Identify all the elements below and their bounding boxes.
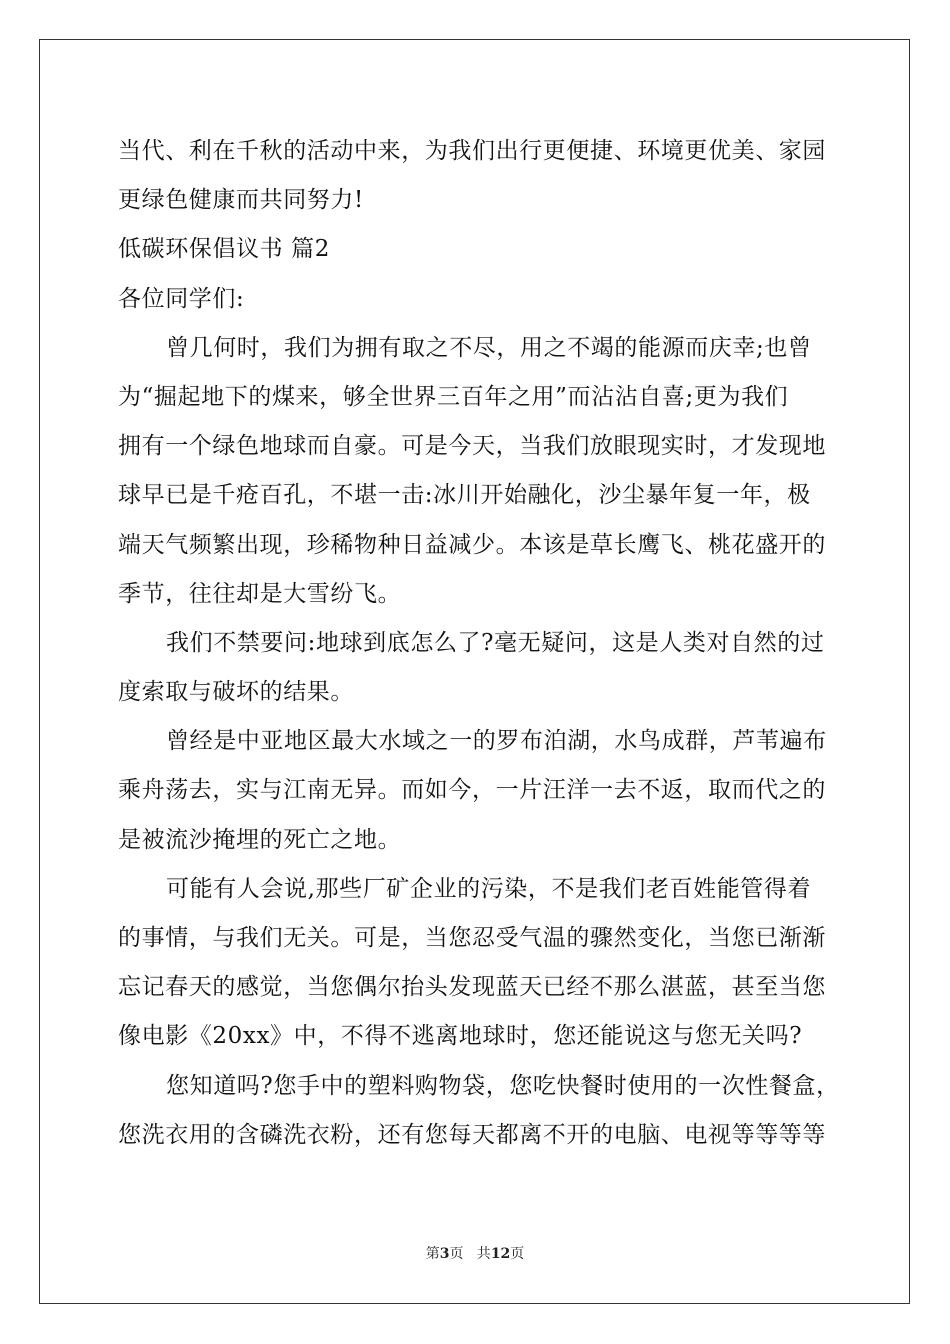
footer-prefix: 第 xyxy=(425,1246,440,1262)
paragraph-start: 我们不禁要问:地球到底怎么了?毫无疑问，这是人类对自然的过 xyxy=(166,629,825,656)
text-line: 度索取与破坏的结果。 xyxy=(118,679,354,706)
paragraph-start: 您知道吗?您手中的塑料购物袋，您吃快餐时使用的一次性餐盒， xyxy=(166,1072,840,1099)
page-footer xyxy=(0,1244,950,1264)
text-line: 是被流沙掩埋的死亡之地。 xyxy=(118,826,402,853)
current-page-number: 3 xyxy=(439,1246,450,1262)
text-line: 像电影《20xx》中，不得不逃离地球时，您还能说这与您无关吗? xyxy=(118,1023,803,1050)
text-line: 乘舟荡去，实与江南无异。而如今，一片汪洋一去不返，取而代之的 xyxy=(118,777,826,804)
footer-suffix: 页 xyxy=(510,1246,525,1262)
text-line: 季节，往往却是大雪纷飞。 xyxy=(118,580,402,607)
text-line: 端天气频繁出现，珍稀物种日益减少。本该是草长鹰飞、桃花盛开的 xyxy=(118,531,826,558)
paragraph-start: 曾经是中亚地区最大水域之一的罗布泊湖，水鸟成群，芦苇遍布 xyxy=(166,728,827,755)
salutation: 各位同学们: xyxy=(118,285,245,312)
text-line: 当代、利在千秋的活动中来，为我们出行更便捷、环境更优美、家园 xyxy=(118,138,826,164)
text-line: 的事情，与我们无关。可是，当您忍受气温的骤然变化，当您已渐渐 xyxy=(118,925,826,951)
text-line: 更绿色健康而共同努力! xyxy=(118,187,364,214)
document-body xyxy=(118,127,838,1160)
text-line: 球早已是千疮百孔，不堪一击:冰川开始融化，沙尘暴年复一年，极 xyxy=(118,482,811,509)
text-line: 拥有一个绿色地球而自豪。可是今天，当我们放眼现实时，才发现地 xyxy=(118,433,826,460)
text-line: 为“掘起地下的煤来，够全世界三百年之用”而沾沾自喜;更为我们 xyxy=(118,383,789,410)
section-heading: 低碳环保倡议书 篇2 xyxy=(118,236,330,263)
paragraph-start: 曾几何时，我们为拥有取之不尽，用之不竭的能源而庆幸;也曾 xyxy=(166,334,812,361)
footer-middle: 页 共 xyxy=(449,1246,491,1262)
paragraph-start: 可能有人会说,那些厂矿企业的污染，不是我们老百姓能管得着 xyxy=(166,875,812,902)
total-pages-number: 12 xyxy=(490,1246,511,1262)
text-line: 您洗衣用的含磷洗衣粉，还有您每天都离不开的电脑、电视等等等等 xyxy=(118,1121,826,1148)
text-line: 忘记春天的感觉，当您偶尔抬头发现蓝天已经不那么湛蓝，甚至当您 xyxy=(118,974,826,1001)
